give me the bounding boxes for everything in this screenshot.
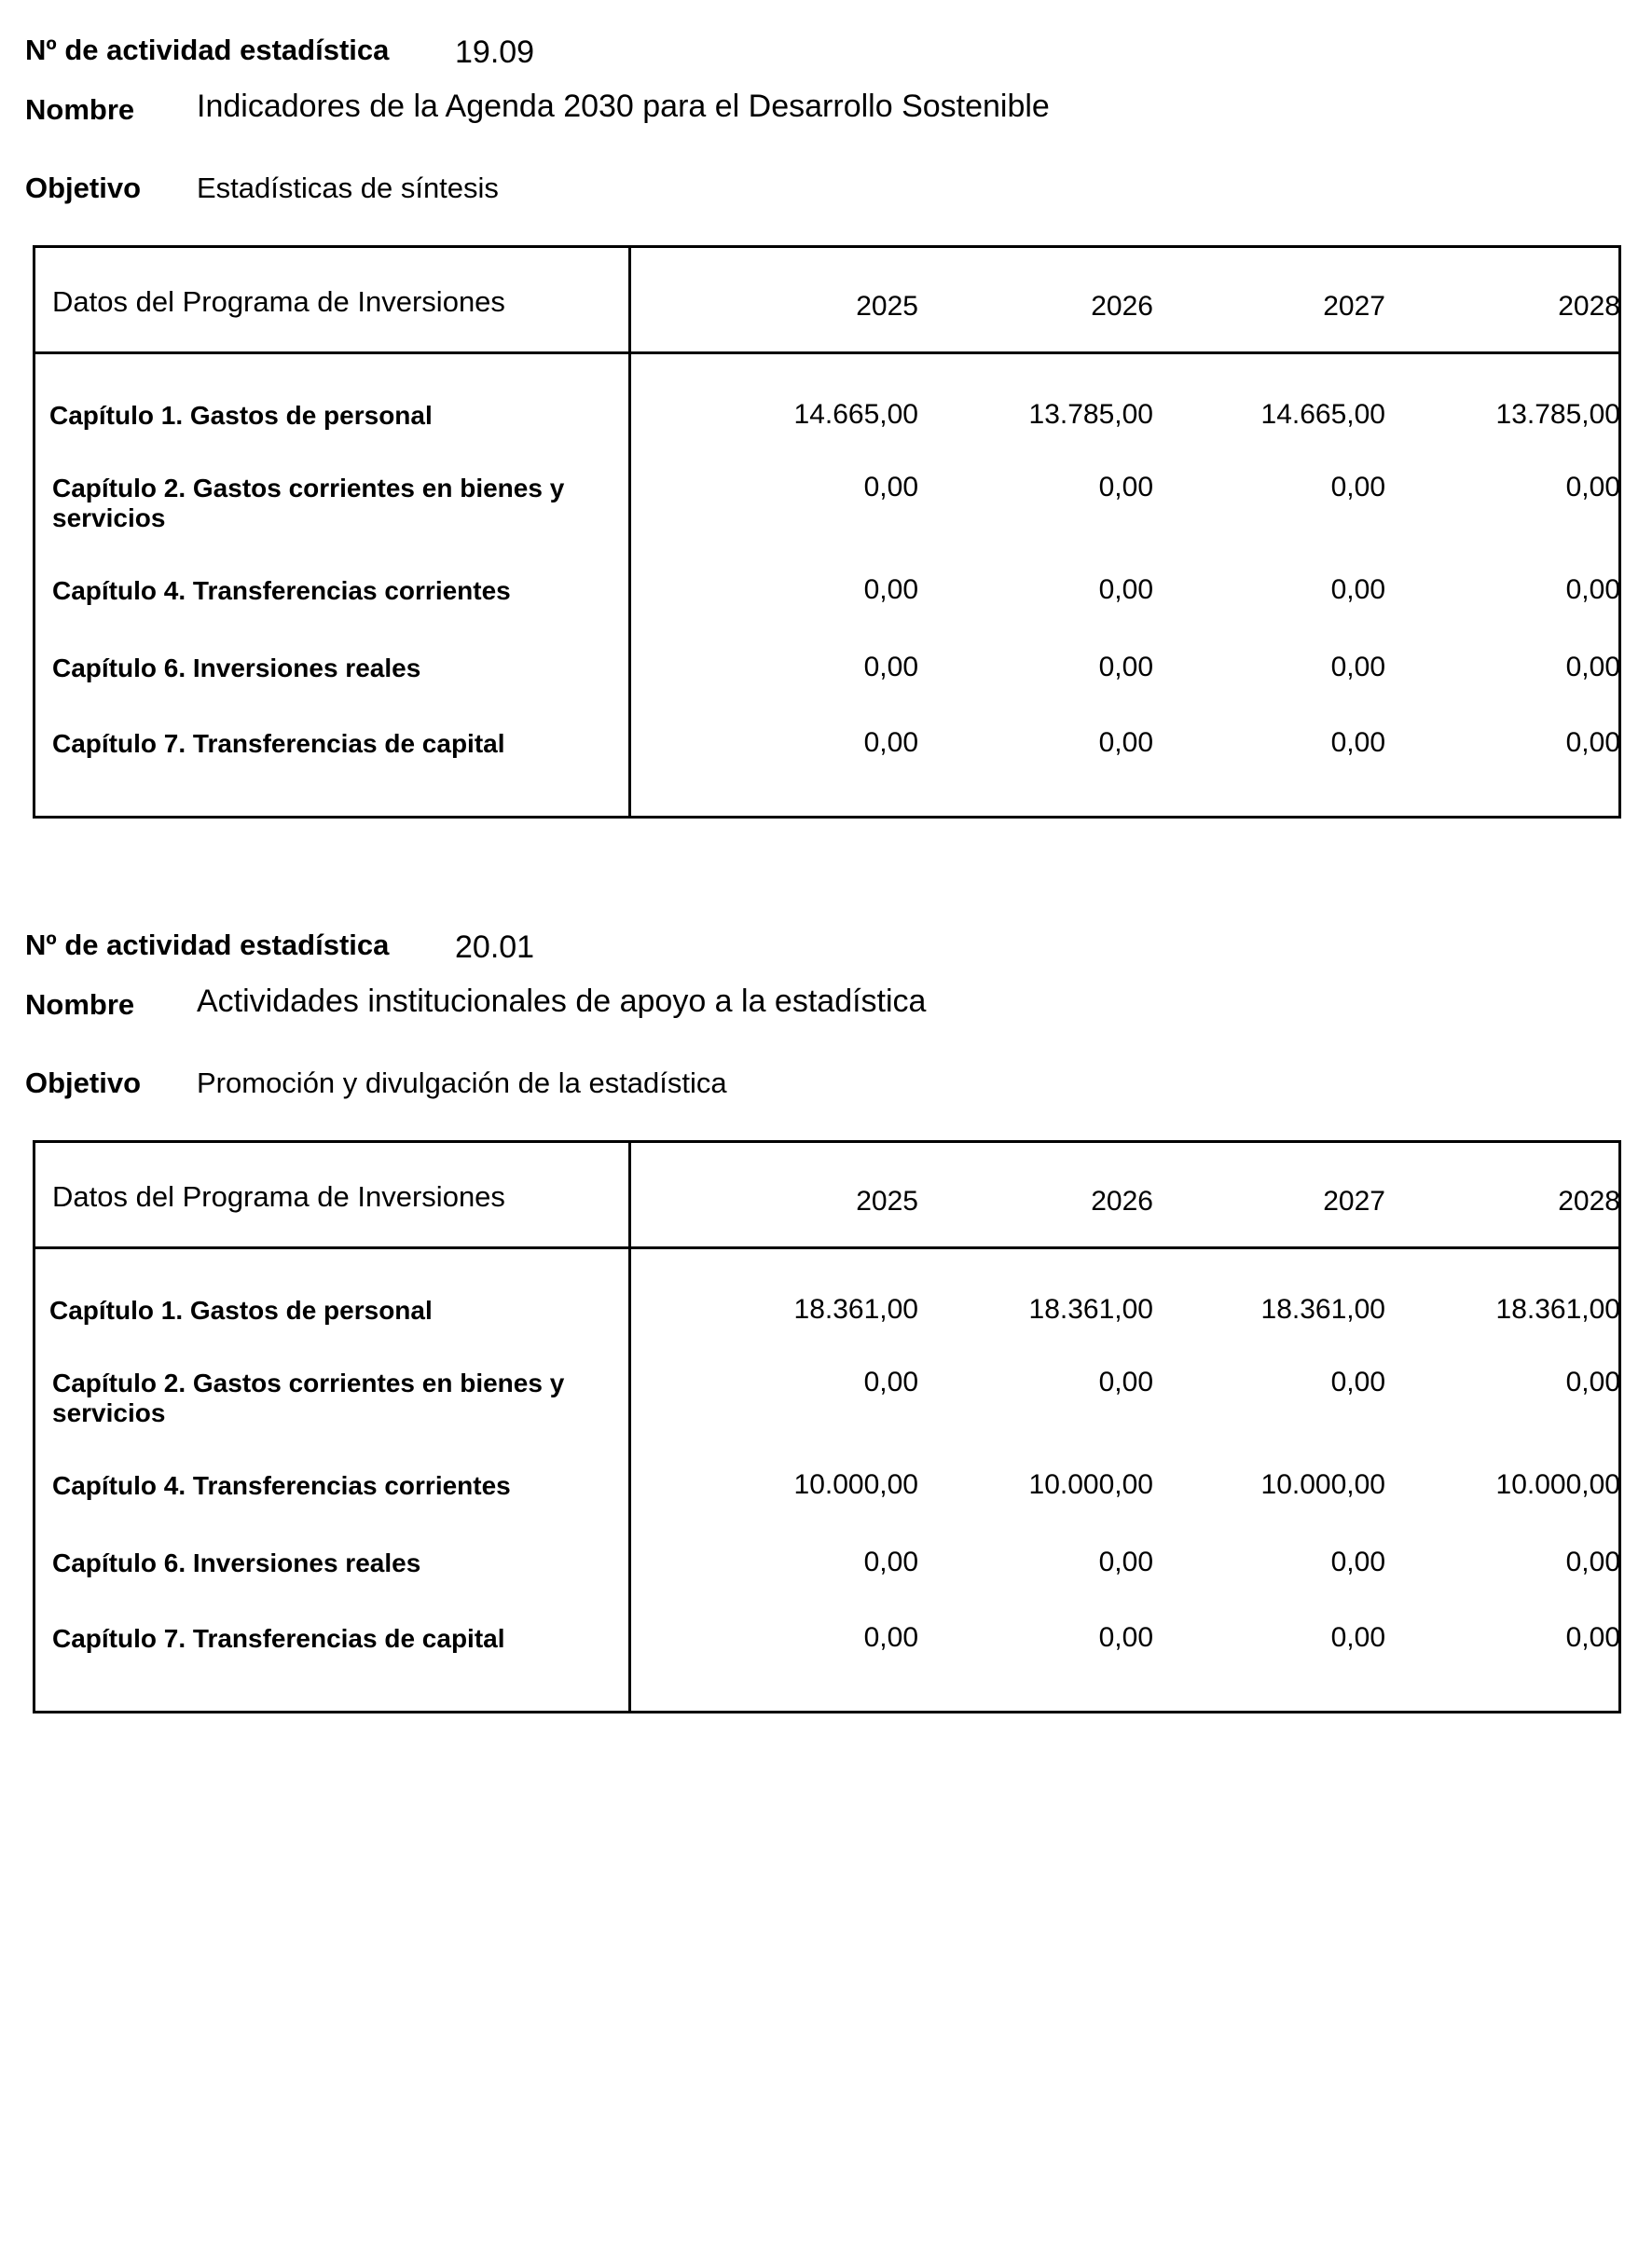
chapter-label: Capítulo 7. Transferencias de capital (52, 1624, 505, 1653)
chapter-label: Capítulo 4. Transferencias corrientes (52, 1471, 511, 1500)
year-header: 2026 (1091, 1186, 1153, 1217)
chapter-label: Capítulo 1. Gastos de personal (49, 1296, 433, 1325)
amount-cell: 0,00 (1565, 1547, 1620, 1577)
year-header: 2028 (1558, 1186, 1620, 1217)
activity-number-label: Nº de actividad estadística (25, 929, 390, 961)
year-header: 2027 (1323, 291, 1385, 322)
amount-cell: 13.785,00 (1028, 399, 1153, 430)
table-header-label: Datos del Programa de Inversiones (52, 1180, 505, 1213)
amount-cell: 0,00 (1330, 1367, 1385, 1397)
investment-table (33, 245, 1621, 819)
amount-cell: 10.000,00 (1028, 1469, 1153, 1500)
amount-cell: 0,00 (863, 574, 918, 605)
amount-cell: 0,00 (1565, 652, 1620, 682)
year-header: 2026 (1091, 291, 1153, 322)
amount-cell: 0,00 (863, 727, 918, 758)
objective-value: Promoción y divulgación de la estadística (197, 1067, 727, 1099)
table-row (35, 1296, 1618, 1352)
objective-label: Objetivo (25, 1067, 142, 1099)
amount-cell: 18.361,00 (1028, 1294, 1153, 1325)
amount-cell: 0,00 (1330, 727, 1385, 758)
objective-label: Objetivo (25, 172, 142, 204)
table-row (35, 576, 1618, 632)
activity-number-value: 19.09 (455, 34, 535, 70)
amount-cell: 0,00 (1565, 574, 1620, 605)
activity-number-value: 20.01 (455, 929, 535, 965)
year-header: 2025 (856, 1186, 918, 1217)
table-row (35, 654, 1618, 709)
activity-section-2 (0, 895, 1652, 1734)
table-row (35, 474, 1618, 530)
amount-cell: 14.665,00 (793, 399, 918, 430)
amount-cell: 13.785,00 (1495, 399, 1620, 430)
chapter-label: Capítulo 2. Gastos corrientes en bienes y servicios (52, 474, 565, 532)
amount-cell: 0,00 (1098, 1367, 1153, 1397)
activity-section-1 (0, 0, 1652, 839)
amount-cell: 0,00 (1098, 1622, 1153, 1653)
objective-value: Estadísticas de síntesis (197, 172, 499, 204)
amount-cell: 0,00 (1098, 727, 1153, 758)
amount-cell: 0,00 (863, 1547, 918, 1577)
table-row (35, 401, 1618, 457)
table-row (35, 729, 1618, 785)
amount-cell: 0,00 (1330, 472, 1385, 502)
activity-number-label: Nº de actividad estadística (25, 34, 390, 66)
year-header: 2028 (1558, 291, 1620, 322)
amount-cell: 0,00 (1565, 727, 1620, 758)
amount-cell: 0,00 (1565, 472, 1620, 502)
amount-cell: 14.665,00 (1260, 399, 1385, 430)
amount-cell: 0,00 (863, 652, 918, 682)
amount-cell: 10.000,00 (793, 1469, 918, 1500)
amount-cell: 0,00 (863, 1622, 918, 1653)
amount-cell: 10.000,00 (1495, 1469, 1620, 1500)
amount-cell: 0,00 (1330, 652, 1385, 682)
amount-cell: 0,00 (863, 472, 918, 502)
name-label: Nombre (25, 988, 135, 1021)
table-row (35, 1624, 1618, 1680)
year-header: 2025 (856, 291, 918, 322)
investment-table (33, 1140, 1621, 1713)
amount-cell: 0,00 (1565, 1622, 1620, 1653)
table-header-label: Datos del Programa de Inversiones (52, 285, 505, 318)
amount-cell: 0,00 (1330, 1622, 1385, 1653)
amount-cell: 18.361,00 (1260, 1294, 1385, 1325)
chapter-label: Capítulo 2. Gastos corrientes en bienes y servicios (52, 1369, 565, 1427)
amount-cell: 0,00 (1098, 472, 1153, 502)
name-label: Nombre (25, 93, 135, 126)
table-row (35, 1367, 1620, 1427)
amount-cell: 18.361,00 (1495, 1294, 1620, 1325)
amount-cell: 0,00 (1098, 652, 1153, 682)
year-header: 2027 (1323, 1186, 1385, 1217)
amount-cell: 0,00 (1565, 1367, 1620, 1397)
amount-cell: 18.361,00 (793, 1294, 918, 1325)
amount-cell: 0,00 (863, 1367, 918, 1397)
chapter-label: Capítulo 7. Transferencias de capital (52, 729, 505, 758)
amount-cell: 0,00 (1330, 1547, 1385, 1577)
table-row (35, 1548, 1618, 1604)
amount-cell: 0,00 (1098, 1547, 1153, 1577)
table-row (35, 1471, 1618, 1527)
amount-cell: 10.000,00 (1260, 1469, 1385, 1500)
amount-cell: 0,00 (1330, 574, 1385, 605)
chapter-label: Capítulo 6. Inversiones reales (52, 1548, 421, 1577)
chapter-label: Capítulo 4. Transferencias corrientes (52, 576, 511, 605)
amount-cell: 0,00 (1098, 574, 1153, 605)
chapter-label: Capítulo 6. Inversiones reales (52, 654, 421, 682)
name-value: Actividades institucionales de apoyo a la estadística (197, 984, 927, 1019)
chapter-label: Capítulo 1. Gastos de personal (49, 401, 433, 430)
name-value: Indicadores de la Agenda 2030 para el Desarrollo Sostenible (197, 89, 1050, 124)
table-divider-horizontal (35, 351, 1618, 354)
table-divider-horizontal (35, 1246, 1618, 1249)
